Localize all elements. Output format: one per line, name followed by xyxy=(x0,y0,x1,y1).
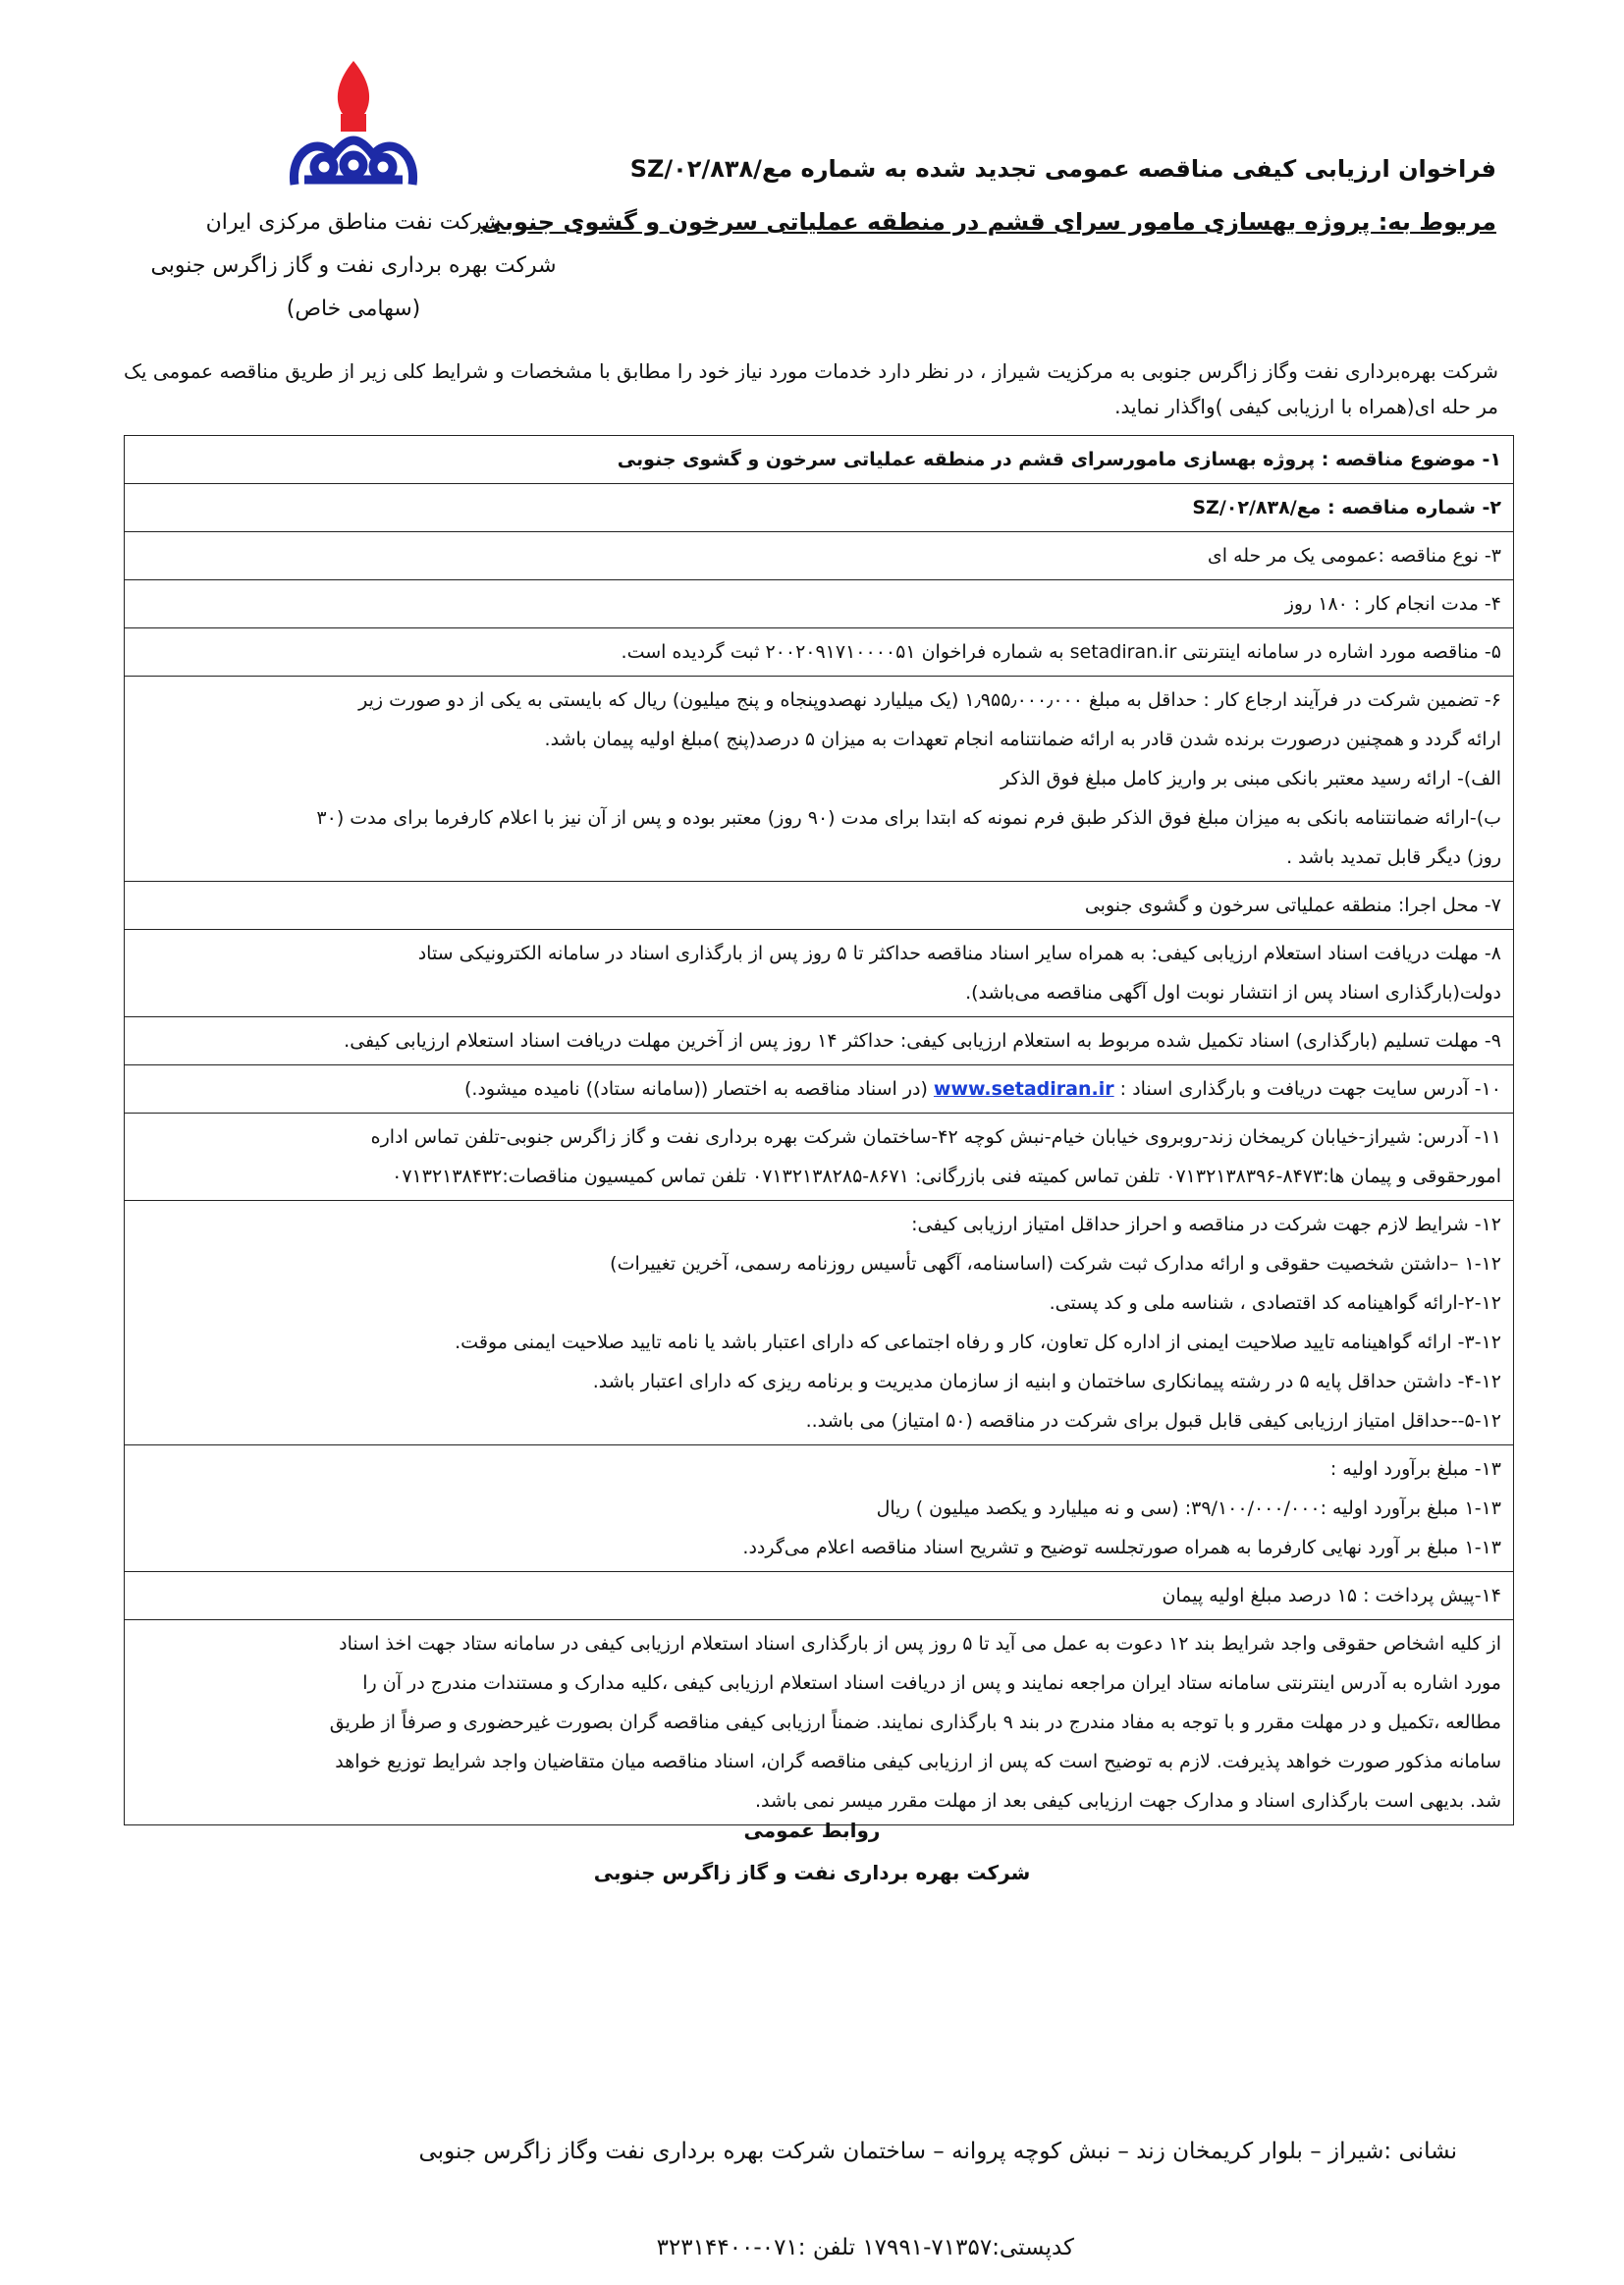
item-12 xyxy=(125,1201,1514,1445)
line: از کلیه اشخاص حقوقی واجد شرایط بند ۱۲ دعوت به عمل می آید تا ۵ روز پس از بارگذاری اسناد استعلام ارزیابی کیفی در سامانه ستاد جهت اخذ اسناد xyxy=(339,1633,1501,1655)
line: ۱۲- شرایط لازم جهت شرکت در مناقصه و احراز حداقل امتیاز ارزیابی کیفی: xyxy=(911,1214,1501,1235)
line: مورد اشاره به آدرس اینترنتی سامانه ستاد ایران مراجعه نمایند و پس از دریافت اسناد استعلام ارزیابی کیفی ،کلیه مدارک و مستندات مندرج در آن را xyxy=(362,1672,1501,1694)
line: ۱۱- آدرس: شیراز-خیابان کریمخان زند-روبروی خیابان خیام-نبش کوچه ۴۲-ساختمان شرکت بهره برداری نفت و گاز زاگرس جنوبی-تلفن تماس اداره xyxy=(370,1126,1501,1148)
item-8 xyxy=(125,930,1514,1017)
intro-paragraph: شرکت بهره‌برداری نفت وگاز زاگرس جنوبی به مرکزیت شیراز ، در نظر دارد خدمات مورد نیاز خود را مطابق با مشخصات و شرایط کلی زیر از طریق مناقصه عمومی یک مر حله ای(همراه با ارزیابی کیفی )واگذار نماید. xyxy=(124,359,1498,418)
signature-org: شرکت بهره برداری نفت و گاز زاگرس جنوبی xyxy=(593,1861,1031,1884)
line: ب)-ارائه ضمانتنامه بانکی به میزان مبلغ فوق الذکر طبق فرم نمونه که ابتدا برای مدت (۹۰ روز) معتبر بوده و پس از آن نیز با اعلام کارفرما برای مدت (۳۰ xyxy=(316,807,1501,829)
line: سامانه مذکور صورت خواهد پذیرفت. لازم به توضیح است که پس از ارزیابی کیفی مناقصه گران، اسناد مناقصه میان متقاضیان واجد شرایط توزیع خواهد xyxy=(335,1751,1501,1772)
line: مطالعه ،تکمیل و در مهلت مقرر و با توجه به مفاد مندرج در بند ۹ بارگذاری نمایند. ضمناً ارزیابی کیفی مناقصه گران بصورت غیرحضوری و صرفاً از طریق xyxy=(329,1712,1501,1733)
line: دولت(بارگذاری اسناد پس از انتشار نوبت اول آگهی مناقصه می‌باشد). xyxy=(965,982,1501,1004)
item-13 xyxy=(125,1445,1514,1572)
line: ۱-۱۳ مبلغ بر آورد نهایی کارفرما به همراه صورتجلسه توضیح و تشریح اسناد مناقصه اعلام می‌گردد. xyxy=(742,1537,1501,1558)
line: ارائه گردد و همچنین درصورت برنده شدن قادر به ارائه ضمانتنامه انجام تعهدات به میزان ۵ درصد(پنج )مبلغ اولیه پیمان باشد. xyxy=(544,729,1501,750)
setadiran-link[interactable]: www.setadiran.ir xyxy=(933,1078,1114,1100)
line: ۵-۱۲--حداقل امتیاز ارزیابی کیفی قابل قبول برای شرکت در مناقصه (۵۰ امتیاز) می باشد.. xyxy=(805,1410,1501,1432)
line: ۸- مهلت دریافت اسناد استعلام ارزیابی کیفی: به همراه سایر اسناد مناقصه حداکثر تا ۵ روز پس از بارگذاری اسناد در سامانه الکترونیکی ستاد xyxy=(417,943,1501,964)
item-5 xyxy=(125,628,1514,677)
notice-subject: مربوط به: پروژه بهسازی مامور سرای قشم در منطقه عملیاتی سرخون و گشوی جنوبی xyxy=(480,208,1496,236)
line: ۶- تضمین شرکت در فرآیند ارجاع کار : حداقل به مبلغ ۱٫۹۵۵٫۰۰۰٫۰۰۰ (یک میلیارد نهصدوپنجاه و پنج میلیون) ریال که بایستی به یکی از دو صورت زیر xyxy=(358,689,1501,711)
line: ۱- موضوع مناقصه : پروژه بهسازی مامورسرای قشم در منطقه عملیاتی سرخون و گشوی جنوبی xyxy=(617,449,1501,470)
notice-title: فراخوان ارزیابی کیفی مناقصه عمومی تجدید شده به شماره مع/۰۲/۸۳۸/SZ xyxy=(629,155,1496,183)
item-3 xyxy=(125,532,1514,580)
line: ۷- محل اجرا: منطقه عملیاتی سرخون و گشوی جنوبی xyxy=(1084,895,1501,916)
line: الف)- ارائه رسید معتبر بانکی مبنی بر واریز کامل مبلغ فوق الذکر xyxy=(1000,768,1501,789)
logo-base-icon xyxy=(294,140,412,185)
item-2 xyxy=(125,484,1514,532)
line: ۱۳- مبلغ برآورد اولیه : xyxy=(1329,1458,1501,1480)
line: (در اسناد مناقصه به اختصار ((سامانه ستاد)) نامیده میشود.) xyxy=(464,1078,928,1100)
item-4 xyxy=(125,580,1514,628)
line: امورحقوقی و پیمان ها:۸۴۷۳-۰۷۱۳۲۱۳۸۳۹۶ تلفن تماس کمیته فنی بازرگانی: ۸۶۷۱-۰۷۱۳۲۱۳۸۲۸۵ تلفن تماس کمیسیون مناقصات:۰۷۱۳۲۱۳۸۴۳۲ xyxy=(392,1166,1501,1187)
item-14 xyxy=(125,1572,1514,1620)
item-10 xyxy=(125,1065,1514,1114)
flame-icon xyxy=(338,61,369,118)
signature-title: روابط عمومی xyxy=(743,1819,881,1842)
item-7 xyxy=(125,882,1514,930)
line: ۹- مهلت تسلیم (بارگذاری) اسناد تکمیل شده مربوط به استعلام ارزیابی کیفی: حداکثر ۱۴ روز پس از آخرین مهلت دریافت اسناد استعلام ارزیابی کیفی. xyxy=(344,1030,1501,1052)
nioc-logo xyxy=(280,57,427,204)
line: ۳- نوع مناقصه :عمومی یک مر حله ای xyxy=(1207,545,1501,567)
item-11 xyxy=(125,1114,1514,1201)
item-1 xyxy=(125,436,1514,484)
org-name-2: شرکت بهره برداری نفت و گاز زاگرس جنوبی xyxy=(150,253,557,278)
line: ۲-۱۲-ارائه گواهینامه کد اقتصادی ، شناسه ملی و کد پستی. xyxy=(1049,1292,1501,1314)
line: روز) دیگر قابل تمدید باشد . xyxy=(1286,846,1501,868)
line: ۳-۱۲- ارائه گواهینامه تایید صلاحیت ایمنی از اداره کل تعاون، کار و رفاه اجتماعی که دارای اعتبار باشد یا نامه تایید صلاحیت ایمنی موقت. xyxy=(455,1332,1501,1353)
line: ۴- مدت انجام کار : ۱۸۰ روز xyxy=(1284,593,1501,615)
line: ۲- شماره مناقصه : مع/۰۲/۸۳۸/SZ xyxy=(1192,497,1501,518)
tender-table xyxy=(124,435,1514,1825)
footer-postal: کدپستی:۷۱۳۵۷-۱۷۹۹۱ تلفن :۰۷۱-۳۲۳۱۴۴۰۰ xyxy=(656,2235,1074,2260)
line: ۱۴-پیش پرداخت : ۱۵ درصد مبلغ اولیه پیمان xyxy=(1162,1585,1501,1606)
line: ۱-۱۳ مبلغ برآورد اولیه :۳۹/۱۰۰/۰۰۰/۰۰۰: (سی و نه میلیارد و یکصد میلیون ) ریال xyxy=(876,1497,1501,1519)
org-name-3: (سهامی خاص) xyxy=(286,297,421,321)
footer-address: نشانی :شیراز – بلوار کریمخان زند – نبش کوچه پروانه – ساختمان شرکت بهره برداری نفت وگاز زاگرس جنوبی xyxy=(418,2139,1457,2164)
final-note xyxy=(125,1620,1514,1825)
line: ۵- مناقصه مورد اشاره در سامانه اینترنتی setadiran.ir به شماره فراخوان ۲۰۰۲۰۹۱۷۱۰۰۰۰۵۱ ثبت گردیده است. xyxy=(621,641,1501,663)
line: شد. بدیهی است بارگذاری اسناد و مدارک جهت ارزیابی کیفی بعد از مهلت مقرر میسر نمی باشد. xyxy=(754,1790,1501,1812)
item-6 xyxy=(125,677,1514,882)
item-9 xyxy=(125,1017,1514,1065)
line: ۱-۱۲ –داشتن شخصیت حقوقی و ارائه مدارک ثبت شرکت (اساسنامه، آگهی تأسیس روزنامه رسمی، آخرین تغییرات) xyxy=(610,1253,1501,1275)
org-name-1: شرکت نفت مناطق مرکزی ایران xyxy=(205,210,502,235)
line: ۱۰- آدرس سایت جهت دریافت و بارگذاری اسناد : xyxy=(1119,1078,1501,1100)
line: ۴-۱۲- داشتن حداقل پایه ۵ در رشته پیمانکاری ساختمان و ابنیه از سازمان مدیریت و برنامه ریزی که دارای اعتبار باشد. xyxy=(592,1371,1501,1392)
